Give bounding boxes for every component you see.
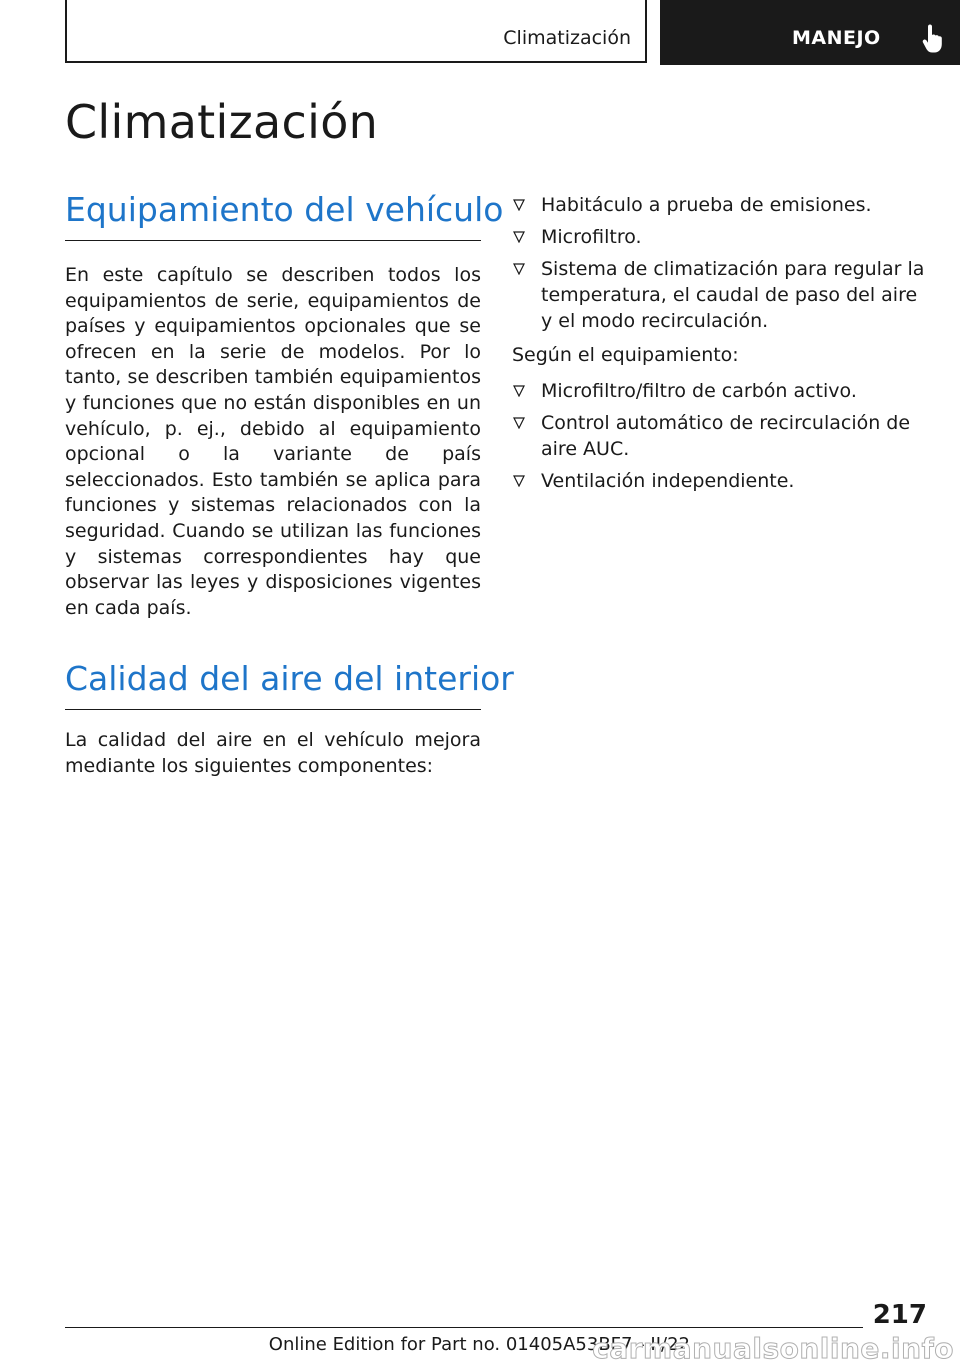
- list-item-text: Sistema de climatización para regular la temperatura, el caudal de paso del aire y el modo recirculación.: [541, 258, 925, 332]
- footer-edition: Online Edition for Part no. 01405A53BF7 - II/22: [268, 1334, 690, 1355]
- hand-pointer-icon: [922, 24, 944, 54]
- list-item-text: Ventilación independiente.: [541, 470, 795, 492]
- equipment-list: [512, 378, 926, 494]
- list-item: [512, 256, 926, 334]
- triangle-bullet-icon: [513, 231, 525, 243]
- page-number: 217: [872, 1300, 927, 1330]
- list-item: [512, 468, 926, 494]
- section-heading: Calidad del aire del interior: [65, 659, 481, 710]
- list-item-text: Microfiltro.: [541, 226, 642, 248]
- list-item: [512, 224, 926, 250]
- triangle-bullet-icon: [513, 263, 525, 275]
- triangle-bullet-icon: [513, 417, 525, 429]
- list-item-text: Microfiltro/filtro de carbón activo.: [541, 380, 857, 402]
- list-item: [512, 410, 926, 462]
- section-calidad-aire: [65, 659, 514, 779]
- section-heading: Equipamiento del vehículo: [65, 190, 481, 241]
- list-item: [512, 192, 926, 218]
- section-paragraph: En este capítulo se describen todos los equipamientos de serie, equipamientos de países y equipamientos opcionales que se ofrecen en la serie de modelos. Por lo tanto, se describen también equipamientos y funciones que no están disponibles en un vehículo, p. ej., debido al equipamiento opcional o la variante de país seleccionados. Esto también se aplica para funciones y sistemas relacionados con la seguridad. Cuando se utilizan las funciones y sistemas correspondientes hay que observar las leyes y disposiciones vigentes en cada país.: [65, 264, 481, 619]
- page-title: Climatización: [65, 95, 379, 149]
- section-paragraph: La calidad del aire en el vehículo mejora mediante los siguientes componentes:: [65, 729, 481, 777]
- triangle-bullet-icon: [513, 199, 525, 211]
- equipment-label: Según el equipamiento:: [512, 344, 739, 366]
- section-equipamiento: [65, 190, 504, 621]
- footer-divider: [65, 1327, 863, 1328]
- left-column: [65, 190, 514, 780]
- right-column: [512, 192, 926, 500]
- watermark: carmanualsonline.info: [592, 1332, 954, 1365]
- list-item-text: Habitáculo a prueba de emisiones.: [541, 194, 872, 216]
- chapter-tab-label: MANEJO: [792, 27, 881, 49]
- triangle-bullet-icon: [513, 475, 525, 487]
- section-tab: [65, 0, 647, 63]
- section-tab-label: Climatización: [503, 27, 631, 49]
- list-item-text: Control automático de recirculación de aire AUC.: [541, 412, 911, 460]
- chapter-tab: [660, 0, 960, 65]
- header-tab-bar: [0, 0, 960, 66]
- list-item: [512, 378, 926, 404]
- triangle-bullet-icon: [513, 385, 525, 397]
- components-list: [512, 192, 926, 334]
